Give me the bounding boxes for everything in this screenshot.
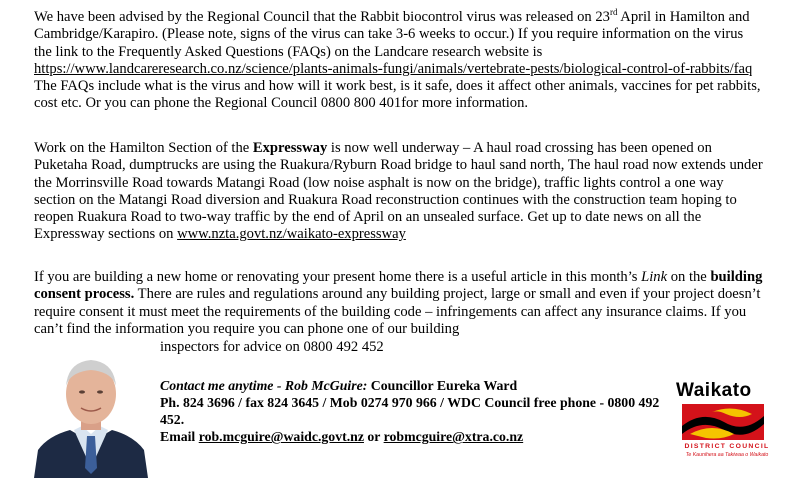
logo-tagline: Te Kaunihera aa Takiwaa o Waikato xyxy=(685,452,769,458)
portrait-photo-icon xyxy=(34,350,148,478)
contact-intro-line xyxy=(160,377,660,394)
contact-email-line xyxy=(160,428,660,445)
p2-text-a: Work on the Hamilton Section of the xyxy=(34,140,253,156)
waikato-district-council-logo xyxy=(662,380,782,475)
p1-text-c: The FAQs include what is the virus and how will it work best, is it safe, does it affect other animals, vaccines for pet rabbits, cost etc. Or you can phone the Regional Council 0800 800 401for more information. xyxy=(34,78,761,112)
nzta-expressway-link[interactable]: www.nzta.govt.nz/waikato-expressway xyxy=(177,226,406,243)
email-label: Email xyxy=(160,429,199,445)
landcare-faq-link[interactable]: https://www.landcareresearch.co.nz/science/plants-animals-fungi/animals/vertebrate-pests/biological-control-of-rabbits/faq xyxy=(34,60,753,77)
expressway-paragraph xyxy=(34,140,764,244)
email-or: or xyxy=(363,429,384,445)
email-link-xtra[interactable]: robmcguire@xtra.co.nz xyxy=(383,429,524,445)
p3-bold-consent: building consent process. xyxy=(34,269,763,303)
p1-text-b: April in Hamilton and Cambridge/Karapiro. (Please note, signs of the virus can take 3-6 weeks to occur.) If you require information on the virus the link to the Frequently Asked Questions (FAQs) on the Landcare research website is xyxy=(34,9,750,60)
building-consent-paragraph xyxy=(34,269,764,338)
contact-intro: Contact me anytime - Rob McGuire: xyxy=(160,378,368,393)
logo-district-council: DISTRICT COUNCIL xyxy=(684,443,770,450)
councillor-photo xyxy=(34,350,148,478)
p1-superscript: rd xyxy=(609,7,618,18)
councillor-role: Councillor Eureka Ward xyxy=(367,378,518,393)
p3-text-b: on the xyxy=(667,269,711,285)
contact-phones: Ph. 824 3696 / fax 824 3645 / Mob 0274 970 966 / WDC Council free phone - 0800 492 452. xyxy=(160,395,660,428)
p3-text-c: There are rules and regulations around any building project, large or small and even if your project doesn’t require consent it must meet the requirements of the building code – infringements can affect any insurance claims. If you can’t find the information you require you can phone one of our building xyxy=(34,286,761,337)
p2-text-b: is now well underway – A haul road crossing has been opened on Puketaha Road, dumptrucks are using the Ruakura/Ryburn Road bridge to haul sand north, The haul road now extends under the Morrinsville Road towards Matangi Road (low noise asphalt is now on the bridge), traffic lights control a one way section on the Matangi Road diversion and Ruakura Road reconstruction continues with the construction team hoping to reopen Ruakura Road to two-way traffic by the end of April on an unsealed surface. Get up to date news on all the Expressway sections on xyxy=(34,140,763,243)
river-logo-icon xyxy=(682,404,764,440)
logo-wordmark: Waikato xyxy=(676,380,752,401)
inspectors-line: inspectors for advice on 0800 492 452 xyxy=(160,339,384,355)
email-link-waidc[interactable]: rob.mcguire@waidc.govt.nz xyxy=(198,429,364,445)
p3-italic-link: Link xyxy=(641,269,668,285)
contact-block xyxy=(160,377,660,445)
p3-text-a: If you are building a new home or renovating your present home there is a useful article in this month’s xyxy=(34,269,642,285)
p2-bold-expressway: Expressway xyxy=(252,140,328,156)
p1-text-a: We have been advised by the Regional Council that the Rabbit biocontrol virus was released on 23 xyxy=(34,9,610,25)
rabbit-virus-paragraph xyxy=(34,9,764,113)
